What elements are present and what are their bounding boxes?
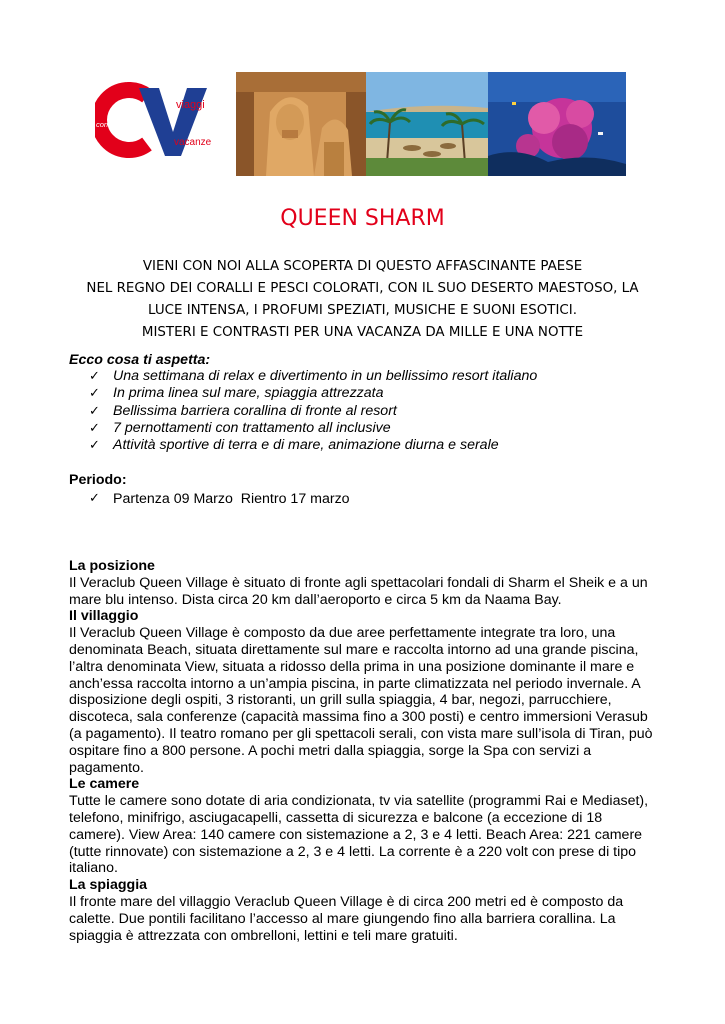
section-heading-spiaggia: La spiaggia — [69, 877, 148, 894]
list-item — [89, 403, 669, 420]
intro-block — [60, 256, 665, 344]
section-heading-posizione: La posizione — [69, 558, 155, 574]
list-item-text: Attività sportive di terra e di mare, animazione diurna e serale — [113, 437, 499, 454]
check-icon: ✓ — [89, 386, 100, 402]
intro-line: MISTERI E CONTRASTI PER UNA VACANZA DA MILLE E UNA NOTTE — [141, 325, 584, 340]
section-text-villaggio: Il Veraclub Queen Village è composto da due aree perfettamente integrate tra loro, una denominata Beach, situata direttamente sul mare e raccolta intorno ad una grande piscina, l’altra denominata View, situata a ridosso della prima in una posizione dominante il mare e anch’essa raccolta intorno a un’ampia piscina, in parte climatizzata nel periodo invernale. A disposizione degli ospiti, 3 ristoranti, un grill sulla spiaggia, 4 bar, negozi, parrucchiere, discoteca, sala conferenze (capacità massima fino a 300 posti) e centro immersioni Verasub (a pagamento). Il teatro romano per gli spettacoli serali, con vista mare sull’isola di Tiran, può ospitare fino a 800 persone. A pochi metri dalla spiaggia, sorge la Spa con servizi a pagamento. — [69, 625, 653, 776]
logo-word-bottom: vacanze — [174, 137, 212, 148]
check-icon: ✓ — [89, 491, 100, 506]
list-item — [89, 437, 669, 454]
period-heading: Periodo: — [69, 472, 127, 488]
section-text-posizione: Il Veraclub Queen Village è situato di fronte agli spettacolari fondali di Sharm el Sheik e a un mare blu intenso. Dista circa 20 km dall’aeroporto e circa 5 km da Naama Bay. — [69, 574, 648, 608]
logo-word-top: viaggi — [176, 99, 205, 111]
list-item-text: Partenza 09 Marzo Rientro 17 marzo — [113, 491, 350, 507]
section-heading-camere: Le camere — [69, 776, 140, 793]
intro-line: LUCE INTENSA, I PROFUMI SPEZIATI, MUSICHE E SUONI ESOTICI. — [148, 303, 577, 318]
list-item — [89, 385, 669, 402]
header-photo-strip — [236, 72, 626, 176]
section-text-spiaggia: Il fronte mare del villaggio Veraclub Queen Village è di circa 200 metri ed è composto da calette. Due pontili facilitano l’accesso al mare giungendo fino alla barriera corallina. La spiaggia è attrezzata con ombrelloni, lettini e teli mare gratuiti. — [69, 893, 624, 944]
check-icon: ✓ — [89, 420, 100, 436]
check-icon: ✓ — [89, 438, 100, 454]
list-item-text: In prima linea sul mare, spiaggia attrezzata — [113, 385, 384, 402]
list-item-text: 7 pernottamenti con trattamento all inclusive — [113, 419, 391, 436]
period-block — [69, 472, 669, 508]
intro-line: NEL REGNO DEI CORALLI E PESCI COLORATI, CON IL SUO DESERTO MAESTOSO, LA — [86, 281, 639, 296]
pharaoh-statue-photo — [236, 72, 366, 176]
beach-resort-photo — [366, 72, 488, 176]
section-text-camere: Tutte le camere sono dotate di aria condizionata, tv via satellite (programmi Rai e Mediaset), telefono, minifrigo, asciugacapelli, cassetta di sicurezza e balcone (a eccezione di 18 camere). View Area: 140 camere con sistemazione a 2, 3 e 4 letti. Beach Area: 221 camere (tutte rinnovate) con sistemazione a 2, 3 e 4 letti. La corrente è a 220 volt con prese di tipo italiano. — [69, 793, 649, 877]
list-item-text: Una settimana di relax e divertimento in un bellissimo resort italiano — [113, 368, 538, 384]
highlights-heading: Ecco cosa ti aspetta: — [69, 352, 211, 368]
cv-logo-graphic — [95, 82, 225, 162]
check-icon: ✓ — [89, 403, 100, 419]
highlights-list — [89, 368, 669, 454]
highlights-block — [69, 352, 669, 454]
period-list — [89, 490, 669, 508]
details-block — [69, 558, 659, 944]
cv-logo — [95, 82, 225, 162]
list-item — [89, 420, 669, 437]
intro-line: VIENI CON NOI ALLA SCOPERTA DI QUESTO AFFASCINANTE PAESE — [142, 259, 583, 274]
list-item — [89, 490, 669, 508]
page-title: QUEEN SHARM — [280, 206, 445, 231]
coral-reef-photo — [488, 72, 626, 176]
list-item-text: Bellissima barriera corallina di fronte al resort — [113, 402, 397, 419]
logo-word-side: consulenza — [96, 120, 134, 129]
list-item — [89, 368, 669, 385]
check-icon: ✓ — [89, 369, 100, 384]
section-heading-villaggio: Il villaggio — [69, 608, 139, 625]
